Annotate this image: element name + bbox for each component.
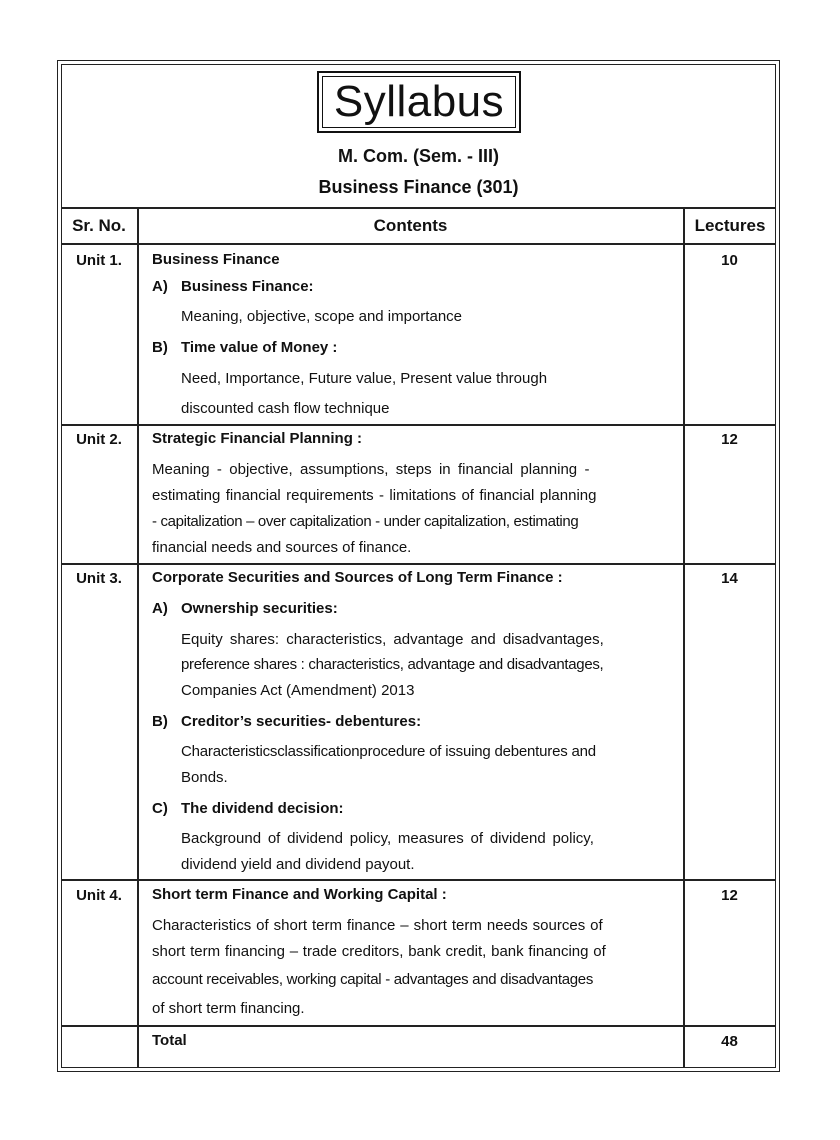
subsection-letter: A): [152, 600, 168, 617]
column-divider: [683, 207, 685, 1068]
unit-3-subsection-a: [152, 596, 338, 622]
total-lectures: 48: [721, 1033, 738, 1050]
subject-name: Business Finance (301): [318, 177, 519, 197]
unit-2-text-line: Meaning - objective, assumptions, steps in financial planning -: [152, 461, 590, 478]
unit-3-title: Corporate Securities and Sources of Long Term Finance :: [152, 569, 563, 586]
syllabus-title: Syllabus: [322, 76, 516, 128]
unit-3-b-text-line: Characteristicsclassificationprocedure of issuing debentures and: [181, 743, 596, 760]
unit-1-b-text-line: discounted cash flow technique: [181, 400, 390, 417]
unit-2-label: Unit 2.: [76, 431, 122, 448]
unit-1-lectures: 10: [721, 252, 738, 269]
unit-4-text-line: short term financing – trade creditors, bank credit, bank financing of: [152, 943, 606, 960]
total-label: Total: [152, 1032, 187, 1049]
unit-2-title: Strategic Financial Planning :: [152, 430, 363, 447]
column-header-contents: Contents: [373, 216, 448, 235]
course-name: M. Com. (Sem. - III): [337, 146, 499, 166]
column-header-sr-no: Sr. No.: [72, 216, 126, 235]
column-divider: [137, 207, 139, 1068]
unit-3-subsection-b: [152, 709, 421, 735]
unit-4-text-line: account receivables, working capital - advantages and disadvantages: [152, 971, 594, 988]
unit-1-title: Business Finance: [152, 251, 280, 268]
unit-1-b-text-line: Need, Importance, Future value, Present value through: [181, 370, 548, 387]
unit-2-text-line: financial needs and sources of finance.: [152, 539, 412, 556]
unit-2-text-line: estimating financial requirements - limitations of financial planning: [152, 487, 597, 504]
unit-2-lectures: 12: [721, 431, 738, 448]
unit-3-lectures: 14: [721, 570, 738, 587]
unit-1-a-text: Meaning, objective, scope and importance: [181, 308, 463, 325]
unit-3-label: Unit 3.: [76, 570, 122, 587]
unit-4-text-line: of short term financing.: [152, 1000, 305, 1017]
subsection-letter: A): [152, 278, 168, 295]
unit-4-label: Unit 4.: [76, 887, 122, 904]
subsection-title: Business Finance:: [181, 278, 314, 295]
unit-3-a-text-line: Companies Act (Amendment) 2013: [181, 682, 415, 699]
subsection-letter: B): [152, 339, 168, 356]
syllabus-title-box: [317, 71, 521, 133]
unit-4-title: Short term Finance and Working Capital :: [152, 886, 447, 903]
subsection-letter: C): [152, 800, 168, 817]
unit-1-subsection-a: [152, 274, 314, 300]
unit-1-label: Unit 1.: [76, 252, 122, 269]
unit-4-text-line: Characteristics of short term finance – short term needs sources of: [152, 917, 603, 934]
column-header-lectures: Lectures: [694, 216, 766, 235]
unit-4-lectures: 12: [721, 887, 738, 904]
subsection-title: Time value of Money :: [181, 339, 338, 356]
unit-3-c-text-line: Background of dividend policy, measures of dividend policy,: [181, 830, 594, 847]
unit-2-text-line: - capitalization – over capitalization - under capitalization, estimating: [152, 513, 579, 530]
unit-3-b-text-line: Bonds.: [181, 769, 228, 786]
unit-3-a-text-line: preference shares : characteristics, advantage and disadvantages,: [181, 656, 604, 673]
divider: [61, 879, 776, 881]
divider: [61, 1025, 776, 1027]
subsection-title: The dividend decision:: [181, 800, 344, 817]
unit-3-c-text-line: dividend yield and dividend payout.: [181, 856, 415, 873]
unit-3-subsection-c: [152, 796, 344, 822]
subsection-title: Ownership securities:: [181, 600, 338, 617]
subsection-letter: B): [152, 713, 168, 730]
unit-1-subsection-b: [152, 335, 337, 361]
unit-3-a-text-line: Equity shares: characteristics, advantage and disadvantages,: [181, 631, 604, 648]
subsection-title: Creditor’s securities- debentures:: [181, 713, 422, 730]
